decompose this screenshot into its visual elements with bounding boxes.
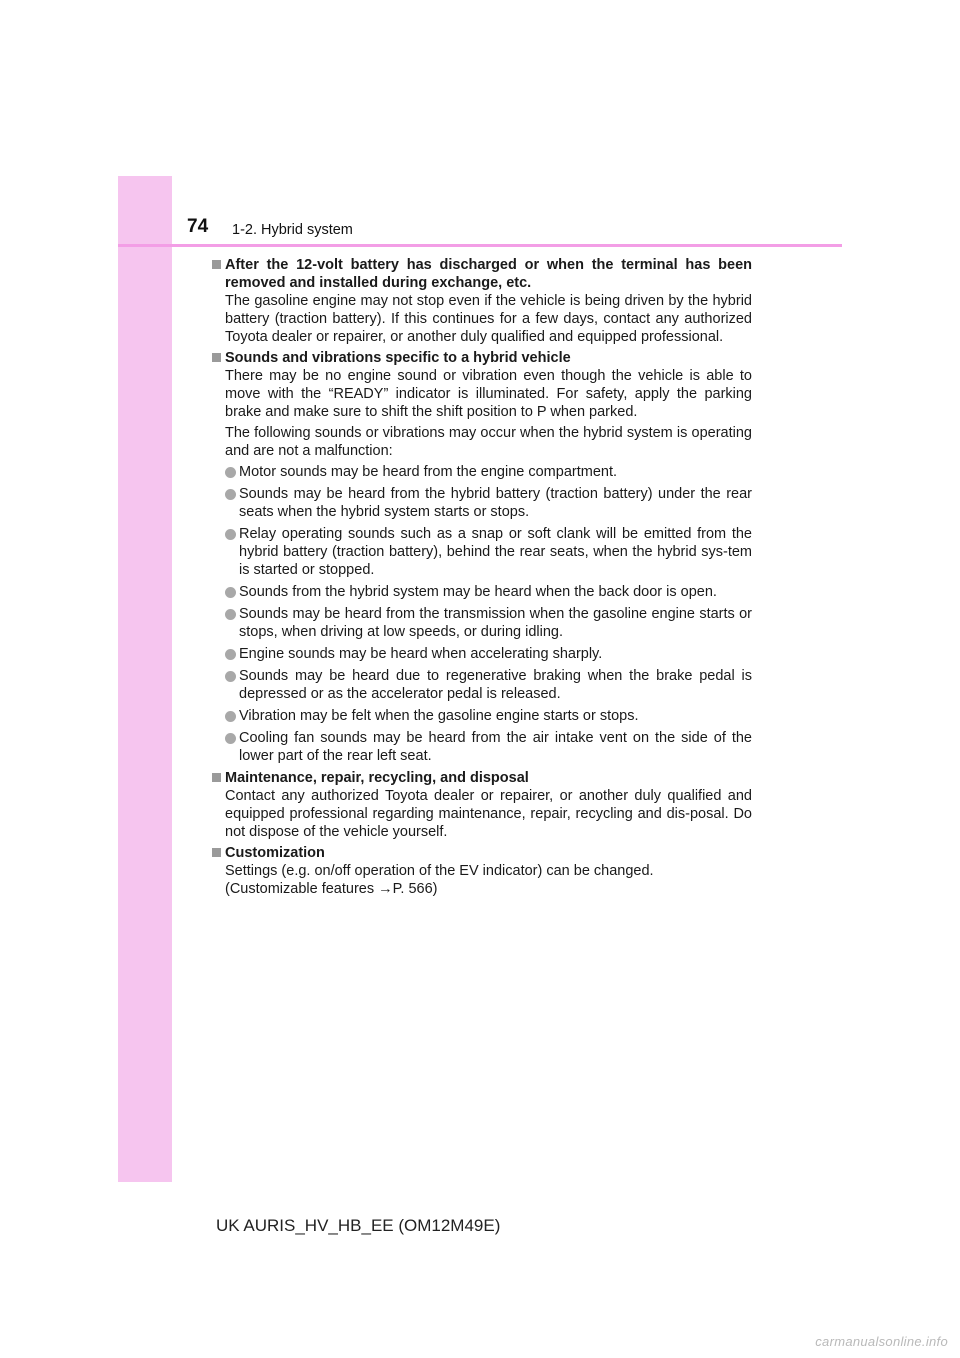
list-item (225, 605, 752, 641)
paragraph: The gasoline engine may not stop even if the vehicle is being driven by the hybrid battery (traction battery). If this continues for a few days, contact any authorized Toyota dealer or repairer, or another duly qualified and equipped professional. (225, 293, 752, 345)
page-content (212, 256, 752, 901)
circle-bullet-icon (225, 587, 236, 598)
list-item-text: Motor sounds may be heard from the engine compartment. (239, 464, 617, 480)
paragraph: Settings (e.g. on/off operation of the EV indicator) can be changed. (225, 863, 654, 879)
section-title: 1-2. Hybrid system (232, 222, 353, 238)
square-bullet-icon (212, 260, 221, 269)
heading-text: Sounds and vibrations specific to a hybrid vehicle (225, 350, 571, 366)
list-item-text: Sounds from the hybrid system may be heard when the back door is open. (239, 584, 717, 600)
section-12v-battery (212, 256, 752, 346)
list-item (225, 729, 752, 765)
list-item-text: Sounds may be heard due to regenerative braking when the brake pedal is depressed or as the accelerator pedal is released. (239, 668, 752, 702)
circle-bullet-icon (225, 467, 236, 478)
list-item (225, 485, 752, 521)
list-item (225, 463, 752, 481)
section-maintenance (212, 769, 752, 841)
section-customization (212, 844, 752, 898)
heading-text: After the 12-volt battery has discharged or when the terminal has been removed and installed during exchange, etc. (225, 257, 752, 291)
model-code-footer: UK AURIS_HV_HB_EE (OM12M49E) (216, 1216, 501, 1235)
list-item-text: Sounds may be heard from the transmission when the gasoline engine starts or stops, when driving at low speeds, or during idling. (239, 606, 752, 640)
header-divider (118, 244, 842, 247)
list-item-text: Relay operating sounds such as a snap or soft clank will be emitted from the hybrid battery (traction battery), behind the rear seats, when the hybrid sys-tem is started or stopped. (239, 526, 752, 578)
section-heading (212, 844, 752, 862)
section-heading (212, 769, 752, 787)
list-item (225, 667, 752, 703)
square-bullet-icon (212, 353, 221, 362)
list-item (225, 707, 752, 725)
section-sounds-vibrations (212, 349, 752, 765)
list-item (225, 645, 752, 663)
list-item-text: Vibration may be felt when the gasoline engine starts or stops. (239, 708, 639, 724)
circle-bullet-icon (225, 711, 236, 722)
circle-bullet-icon (225, 649, 236, 660)
circle-bullet-icon (225, 733, 236, 744)
paragraph: Contact any authorized Toyota dealer or repairer, or another duly qualified and equipped professional regarding maintenance, repair, recycling and dis-posal. Do not dispose of the vehicle yourself. (225, 788, 752, 840)
heading-text: Customization (225, 845, 325, 861)
paragraph: There may be no engine sound or vibration even though the vehicle is able to move with the “READY” indicator is illuminated. For safety, apply the parking brake and make sure to shift the shift position to P when parked. (225, 368, 752, 420)
list-item (225, 583, 752, 601)
watermark-logo: carmanualsonline.info (815, 1334, 948, 1349)
list-item-text: Engine sounds may be heard when accelerating sharply. (239, 646, 603, 662)
page-number: 74 (187, 216, 209, 237)
paragraph: The following sounds or vibrations may occur when the hybrid system is operating and are not a malfunction: (225, 425, 752, 459)
circle-bullet-icon (225, 529, 236, 540)
square-bullet-icon (212, 848, 221, 857)
section-heading (212, 256, 752, 292)
pink-side-tab (118, 176, 172, 1182)
circle-bullet-icon (225, 609, 236, 620)
cross-reference-link[interactable]: (Customizable features →P. 566) (225, 881, 438, 897)
list-item (225, 525, 752, 579)
circle-bullet-icon (225, 671, 236, 682)
list-item-text: Sounds may be heard from the hybrid battery (traction battery) under the rear seats when the hybrid system starts or stops. (239, 486, 752, 520)
bullet-list (212, 463, 752, 765)
square-bullet-icon (212, 773, 221, 782)
circle-bullet-icon (225, 489, 236, 500)
heading-text: Maintenance, repair, recycling, and disposal (225, 770, 529, 786)
section-heading (212, 349, 752, 367)
list-item-text: Cooling fan sounds may be heard from the air intake vent on the side of the lower part of the rear left seat. (239, 730, 752, 764)
